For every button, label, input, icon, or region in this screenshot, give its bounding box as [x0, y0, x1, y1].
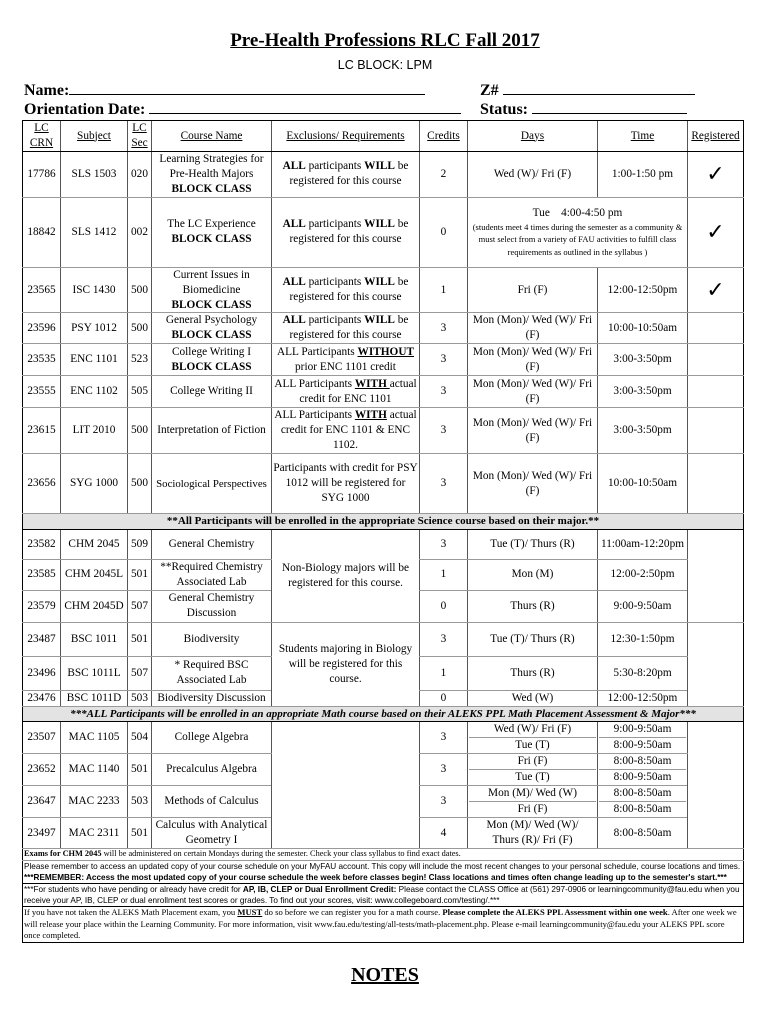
registered-cell	[688, 622, 744, 706]
checkmark-icon: ✓	[706, 218, 725, 244]
aleks-note-text: . After one week we will release your place within the Learning Community. For more information, visit www.fau.edu/testing/all-tests/math-placement.php. Please e-mail learningcommunity@fau.edu your ALEKS PPL score once completed.	[24, 907, 737, 941]
excl-bold: ALL	[282, 276, 306, 289]
table-row	[23, 529, 744, 559]
excl-text: participants	[305, 314, 365, 327]
days-cell: Thurs (R)	[468, 590, 598, 622]
sec-cell: 507	[128, 656, 152, 690]
checkmark-icon: ✓	[706, 276, 725, 302]
credits-cell: 3	[420, 376, 468, 408]
days-text: Tue 4:00-4:50 pm	[532, 206, 623, 219]
excl-bold: ALL	[282, 314, 306, 327]
subject-cell: BSC 1011	[61, 622, 128, 656]
sec-cell: 505	[128, 376, 152, 408]
block-class-label: BLOCK CLASS	[171, 233, 252, 246]
sec-cell: 501	[128, 559, 152, 590]
sec-cell: 509	[128, 529, 152, 559]
days-note: (students meet 4 times during the semester as a community & must select from a variety of FAU activities to fulfill class requirements as outlined in the syllabus )	[472, 221, 683, 258]
science-banner-row	[23, 514, 744, 530]
math-exclusion-cell	[272, 722, 420, 849]
col-header: Time	[598, 121, 688, 152]
course-cell	[152, 152, 272, 198]
credits-cell: 0	[420, 590, 468, 622]
course-cell: College Algebra	[152, 722, 272, 754]
credit-note	[23, 884, 744, 907]
subject-cell: MAC 2311	[61, 818, 128, 849]
credits-cell: 1	[420, 656, 468, 690]
course-cell	[152, 344, 272, 376]
checkmark-icon: ✓	[706, 160, 725, 186]
credits-cell: 0	[420, 197, 468, 267]
time-line: 8:00-9:50am	[599, 737, 686, 753]
registered-cell	[688, 152, 744, 198]
z-label: Z#	[480, 82, 499, 99]
col-header: LC CRN	[23, 121, 61, 152]
exclusion-cell: Participants with credit for PSY 1012 will be registered for SYG 1000	[272, 454, 420, 514]
excl-text: ALL Participants	[276, 345, 358, 358]
credits-cell: 3	[420, 622, 468, 656]
time-cell: 12:00-12:50pm	[598, 267, 688, 313]
sec-cell: 020	[128, 152, 152, 198]
crn-cell: 23615	[23, 408, 61, 454]
subject-cell: PSY 1012	[61, 313, 128, 344]
crn-cell: 23565	[23, 267, 61, 313]
course-name: The LC Experience	[167, 218, 256, 231]
time-cell: 12:30-1:50pm	[598, 622, 688, 656]
subject-cell: MAC 2233	[61, 786, 128, 818]
col-header: Registered	[688, 121, 744, 152]
table-row	[23, 454, 744, 514]
subject-cell: MAC 1105	[61, 722, 128, 754]
col-header: Days	[468, 121, 598, 152]
days-line: Tue (T)	[469, 769, 596, 785]
col-header: Exclusions/ Requirements	[272, 121, 420, 152]
sec-cell: 501	[128, 622, 152, 656]
time-line: 8:00-8:50am	[613, 787, 672, 800]
crn-cell: 23585	[23, 559, 61, 590]
excl-bold: WILL	[364, 314, 395, 327]
excl-text: participants	[305, 218, 365, 231]
exam-note-bold: Exams for CHM 2045	[24, 848, 102, 858]
schedule-note-bold: ***REMEMBER: Access the most updated copy of your course schedule the week before classes begin! Class locations and times often change leading up to the semester's start.***	[24, 872, 727, 882]
registered-cell	[688, 344, 744, 376]
days-cell: Mon (Mon)/ Wed (W)/ Fri (F)	[468, 408, 598, 454]
days-line: Tue (T)	[469, 737, 596, 753]
credits-cell: 2	[420, 152, 468, 198]
page-title: Pre-Health Professions RLC Fall 2017	[230, 30, 540, 51]
registered-cell	[688, 529, 744, 622]
aleks-note-row	[23, 907, 744, 943]
table-row	[23, 267, 744, 313]
time-cell: 9:00-9:50am	[598, 590, 688, 622]
days-cell: Mon (M)/ Wed (W)/ Thurs (R)/ Fri (F)	[468, 818, 598, 849]
bio-exclusion-cell: Students majoring in Biology will be registered for this course.	[272, 622, 420, 706]
aleks-note-text: If you have not taken the ALEKS Math Placement exam, you	[24, 907, 238, 918]
exclusion-cell	[272, 344, 420, 376]
time-cell	[598, 722, 688, 754]
time-line: 8:00-9:50am	[599, 769, 686, 785]
days-cell: Thurs (R)	[468, 656, 598, 690]
excl-text: participants	[305, 276, 365, 289]
status-label: Status:	[480, 101, 529, 118]
name-line	[69, 80, 425, 95]
sec-cell: 501	[128, 818, 152, 849]
credits-cell: 3	[420, 786, 468, 818]
table-row	[23, 313, 744, 344]
subject-cell: BSC 1011D	[61, 690, 128, 706]
orientation-date-field[interactable]	[24, 99, 461, 119]
schedule-note-text: Please remember to access an updated copy of your course schedule on your MyFAU account. This copy will include the most recent changes to your personal schedule, course locations and times.	[24, 861, 741, 871]
exclusion-cell	[272, 313, 420, 344]
sec-cell: 500	[128, 454, 152, 514]
excl-text: actual credit for ENC 1101	[299, 377, 417, 405]
excl-text: actual credit for ENC 1101 & ENC 1102.	[280, 409, 417, 452]
name-label: Name:	[24, 82, 70, 99]
course-cell: Biodiversity Discussion	[152, 690, 272, 706]
subject-cell: SLS 1412	[61, 197, 128, 267]
course-cell: Calculus with Analytical Geometry I	[152, 818, 272, 849]
crn-cell: 23487	[23, 622, 61, 656]
excl-text: prior ENC 1101 credit	[295, 360, 396, 373]
exclusion-cell	[272, 376, 420, 408]
days-cell	[468, 754, 598, 786]
days-cell: Fri (F)	[468, 267, 598, 313]
crn-cell: 23496	[23, 656, 61, 690]
days-cell: Mon (Mon)/ Wed (W)/ Fri (F)	[468, 376, 598, 408]
days-cell	[468, 722, 598, 754]
exam-note-row	[23, 848, 744, 860]
time-cell: 1:00-1:50 pm	[598, 152, 688, 198]
days-cell: Mon (Mon)/ Wed (W)/ Fri (F)	[468, 344, 598, 376]
time-cell: 10:00-10:50am	[598, 454, 688, 514]
days-line: Wed (W)/ Fri (F)	[493, 723, 572, 736]
status-line	[532, 99, 687, 114]
credit-note-bold: AP, IB, CLEP or Dual Enrollment Credit:	[242, 885, 397, 895]
sec-cell: 504	[128, 722, 152, 754]
exclusion-cell	[272, 267, 420, 313]
subject-cell: SLS 1503	[61, 152, 128, 198]
course-name: Learning Strategies for Pre-Health Majors	[159, 153, 264, 180]
course-cell: **Required Chemistry Associated Lab	[152, 559, 272, 590]
credits-cell: 3	[420, 529, 468, 559]
table-header-row	[23, 121, 744, 152]
exclusion-cell	[272, 152, 420, 198]
credits-cell: 4	[420, 818, 468, 849]
course-name: Current Issues in Biomedicine	[173, 268, 250, 296]
crn-cell: 18842	[23, 197, 61, 267]
excl-text: ALL Participants	[274, 409, 355, 422]
course-name: General Psychology	[165, 314, 258, 327]
course-cell	[152, 313, 272, 344]
subject-cell: CHM 2045D	[61, 590, 128, 622]
time-cell: 12:00-2:50pm	[598, 559, 688, 590]
sec-cell: 500	[128, 313, 152, 344]
time-cell: 3:00-3:50pm	[598, 376, 688, 408]
time-cell: 8:00-8:50am	[598, 818, 688, 849]
course-cell: Biodiversity	[152, 622, 272, 656]
time-cell: 10:00-10:50am	[598, 313, 688, 344]
col-header: Credits	[420, 121, 468, 152]
course-cell: Precalculus Algebra	[152, 754, 272, 786]
time-line: 8:00-8:50am	[613, 755, 672, 768]
exclusion-cell	[272, 197, 420, 267]
course-cell: Interpretation of Fiction	[152, 408, 272, 454]
block-class-label: BLOCK CLASS	[171, 182, 252, 195]
sec-cell: 501	[128, 754, 152, 786]
course-cell: General Chemistry Discussion	[152, 590, 272, 622]
course-cell: Sociological Perspectives	[152, 454, 272, 514]
days-cell: Tue (T)/ Thurs (R)	[468, 622, 598, 656]
excl-text: be registered for this course	[289, 218, 409, 246]
course-cell: General Chemistry	[152, 529, 272, 559]
table-row	[23, 152, 744, 198]
excl-text: be registered for this course	[289, 160, 409, 188]
crn-cell: 23596	[23, 313, 61, 344]
table-row	[23, 722, 744, 754]
time-cell: 3:00-3:50pm	[598, 408, 688, 454]
name-field[interactable]	[24, 80, 425, 100]
sec-cell: 507	[128, 590, 152, 622]
excl-bold: WILL	[364, 160, 395, 173]
excl-bold: ALL	[282, 218, 306, 231]
days-cell: Mon (Mon)/ Wed (W)/ Fri (F)	[468, 454, 598, 514]
orientation-label: Orientation Date:	[24, 101, 146, 118]
sec-cell: 500	[128, 408, 152, 454]
schedule-note	[23, 860, 744, 883]
orientation-line	[149, 99, 461, 114]
credits-cell: 3	[420, 754, 468, 786]
lc-block-subtitle: LC BLOCK: LPM	[337, 58, 433, 72]
crn-cell: 23656	[23, 454, 61, 514]
sec-cell: 503	[128, 786, 152, 818]
credit-note-text: Please contact the CLASS Office at (561) 297-0906 or learningcommunity@fau.edu when you receive your AP, IB, CLEP or dual enrollment test scores or grades. To find out your scores, visit: www.collegeboard.com/testing/.***	[24, 885, 740, 906]
days-line: Fri (F)	[469, 801, 596, 817]
credits-cell: 1	[420, 559, 468, 590]
crn-cell: 23582	[23, 529, 61, 559]
crn-cell: 23647	[23, 786, 61, 818]
subject-cell: SYG 1000	[61, 454, 128, 514]
crn-cell: 23497	[23, 818, 61, 849]
excl-text: be registered for this course	[289, 314, 409, 342]
table-row	[23, 408, 744, 454]
course-cell: * Required BSC Associated Lab	[152, 656, 272, 690]
days-cell	[468, 786, 598, 818]
excl-bold: WILL	[364, 218, 395, 231]
crn-cell: 23555	[23, 376, 61, 408]
aleks-note-bold: Please complete the ALEKS PPL Assessment within one week	[442, 907, 668, 918]
subject-cell: ENC 1102	[61, 376, 128, 408]
days-cell: Mon (M)	[468, 559, 598, 590]
credits-cell: 0	[420, 690, 468, 706]
time-cell: 3:00-3:50pm	[598, 344, 688, 376]
credit-note-text: ***For students who have pending or already have credit for	[24, 885, 243, 895]
table-row	[23, 344, 744, 376]
subject-cell: MAC 1140	[61, 754, 128, 786]
credit-note-row	[23, 884, 744, 907]
excl-underline: WITH	[354, 377, 390, 390]
days-cell: Tue (T)/ Thurs (R)	[468, 529, 598, 559]
block-class-label: BLOCK CLASS	[171, 329, 252, 342]
subject-cell: ENC 1101	[61, 344, 128, 376]
math-banner: ***ALL Participants will be enrolled in an appropriate Math course based on their ALEKS PPL Math Placement Assessment & Major***	[23, 706, 744, 722]
time-cell: 5:30-8:20pm	[598, 656, 688, 690]
exam-note-text: will be administered on certain Mondays during the semester. Check your class syllabus to find exact dates.	[101, 848, 461, 858]
subject-cell: LIT 2010	[61, 408, 128, 454]
col-header: Course Name	[152, 121, 272, 152]
credits-cell: 1	[420, 267, 468, 313]
days-cell: Mon (Mon)/ Wed (W)/ Fri (F)	[468, 313, 598, 344]
days-line: Fri (F)	[517, 755, 548, 768]
excl-text: be registered for this course	[289, 276, 409, 304]
sec-cell: 503	[128, 690, 152, 706]
registered-cell	[688, 722, 744, 849]
course-cell	[152, 267, 272, 313]
sec-cell: 002	[128, 197, 152, 267]
registered-cell	[688, 408, 744, 454]
time-line: 9:00-9:50am	[613, 723, 672, 736]
registered-cell	[688, 454, 744, 514]
registered-cell	[688, 267, 744, 313]
time-cell: 11:00am-12:20pm	[598, 529, 688, 559]
col-header: LC Sec	[128, 121, 152, 152]
z-number-field[interactable]	[480, 80, 695, 100]
credits-cell: 3	[420, 454, 468, 514]
subject-cell: BSC 1011L	[61, 656, 128, 690]
days-cell: Wed (W)/ Fri (F)	[468, 152, 598, 198]
block-class-label: BLOCK CLASS	[171, 360, 252, 373]
sec-cell: 523	[128, 344, 152, 376]
aleks-note-must: MUST	[237, 907, 263, 918]
excl-underline: WITHOUT	[357, 345, 415, 358]
aleks-note-text: do so before we can register you for a math course.	[262, 907, 443, 918]
time-cell	[598, 754, 688, 786]
exam-note	[23, 848, 744, 860]
crn-cell: 17786	[23, 152, 61, 198]
schedule-note-row	[23, 860, 744, 883]
excl-underline: WITH	[354, 409, 387, 422]
exclusion-cell	[272, 408, 420, 454]
registered-cell	[688, 313, 744, 344]
chem-exclusion-cell: Non-Biology majors will be registered for this course.	[272, 529, 420, 622]
crn-cell: 23535	[23, 344, 61, 376]
credits-cell: 3	[420, 408, 468, 454]
days-cell	[468, 197, 688, 267]
sec-cell: 500	[128, 267, 152, 313]
math-banner-row	[23, 706, 744, 722]
table-row	[23, 376, 744, 408]
days-cell: Wed (W)	[468, 690, 598, 706]
credits-cell: 3	[420, 722, 468, 754]
crn-cell: 23579	[23, 590, 61, 622]
registered-cell	[688, 197, 744, 267]
excl-text: participants	[305, 160, 365, 173]
block-class-label: BLOCK CLASS	[171, 298, 252, 311]
course-cell: Methods of Calculus	[152, 786, 272, 818]
course-name: College Writing I	[171, 345, 252, 358]
registered-cell	[688, 376, 744, 408]
subject-cell: ISC 1430	[61, 267, 128, 313]
credits-cell: 3	[420, 344, 468, 376]
crn-cell: 23652	[23, 754, 61, 786]
crn-cell: 23476	[23, 690, 61, 706]
days-line: Mon (M)/ Wed (W)	[488, 787, 577, 800]
excl-bold: WILL	[364, 276, 395, 289]
course-table	[22, 120, 744, 943]
subject-cell: CHM 2045L	[61, 559, 128, 590]
excl-bold: ALL	[282, 160, 306, 173]
crn-cell: 23507	[23, 722, 61, 754]
table-row	[23, 197, 744, 267]
subject-cell: CHM 2045	[61, 529, 128, 559]
credits-cell: 3	[420, 313, 468, 344]
course-cell	[152, 197, 272, 267]
status-field[interactable]	[480, 99, 687, 119]
notes-heading: NOTES	[351, 964, 419, 986]
table-row	[23, 622, 744, 656]
course-cell: College Writing II	[152, 376, 272, 408]
col-header: Subject	[61, 121, 128, 152]
excl-text: ALL Participants	[274, 377, 355, 390]
z-line	[503, 80, 695, 95]
time-line: 8:00-8:50am	[599, 801, 686, 817]
time-cell	[598, 786, 688, 818]
science-banner: **All Participants will be enrolled in the appropriate Science course based on their major.**	[23, 514, 744, 530]
time-cell: 12:00-12:50pm	[598, 690, 688, 706]
aleks-note	[23, 907, 744, 943]
